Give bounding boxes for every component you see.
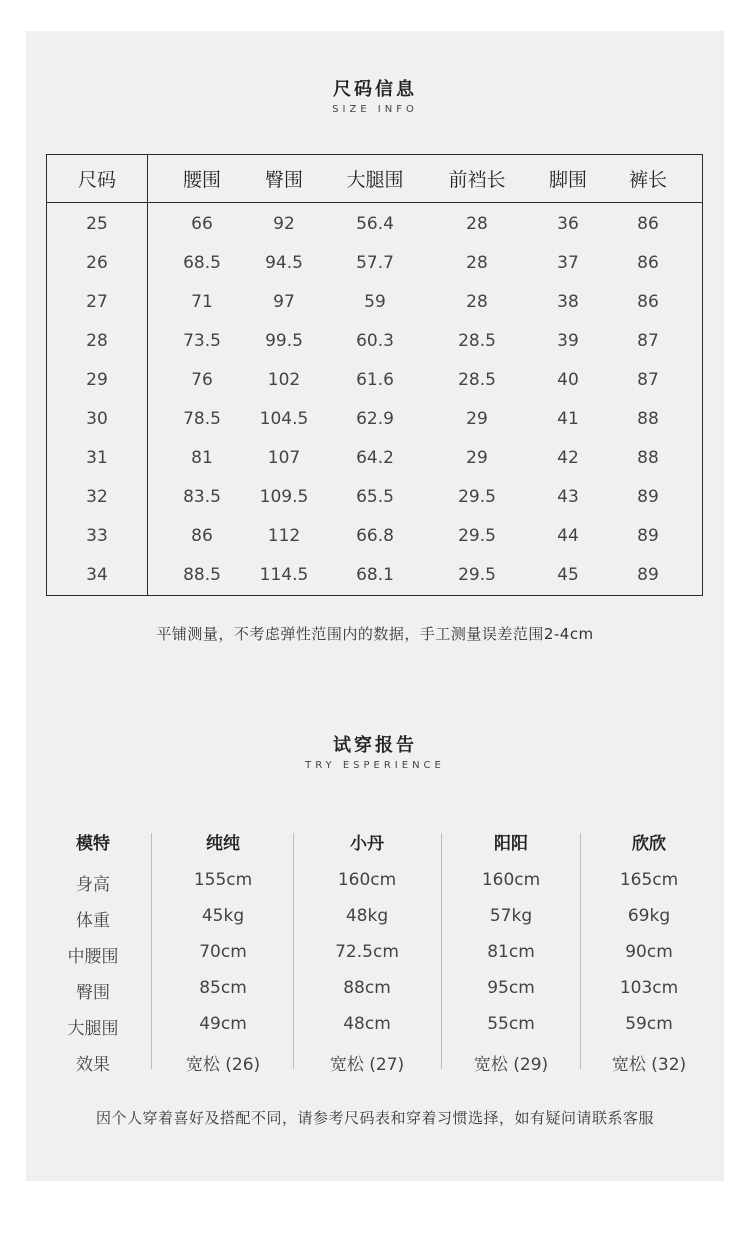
size-info-subtitle: SIZE INFO bbox=[332, 104, 418, 115]
size-table-cell: 86 bbox=[637, 214, 659, 234]
try-table-cell: 72.5cm bbox=[335, 942, 399, 962]
size-info-title: 尺码信息 bbox=[333, 79, 417, 100]
try-table-cell: 59cm bbox=[625, 1014, 673, 1034]
size-table-cell: 59 bbox=[364, 292, 386, 312]
try-table-cell: 宽松 (26) bbox=[185, 1055, 261, 1075]
size-table-cell: 71 bbox=[191, 292, 213, 312]
size-table-cell: 29.5 bbox=[458, 526, 496, 546]
size-table-cell: 27 bbox=[86, 292, 108, 312]
try-table-cell: 103cm bbox=[619, 978, 679, 998]
size-header-cell: 大腿围 bbox=[346, 169, 404, 191]
try-row-label: 臀围 bbox=[76, 983, 110, 1003]
try-table-cell: 宽松 (32) bbox=[611, 1055, 687, 1075]
size-header-cell: 裤长 bbox=[628, 169, 668, 191]
size-table-cell: 56.4 bbox=[356, 214, 394, 234]
try-header-cell: 纯纯 bbox=[206, 834, 240, 854]
size-table-cell: 102 bbox=[267, 370, 301, 390]
size-table-cell: 73.5 bbox=[183, 331, 221, 351]
size-table-cell: 92 bbox=[273, 214, 295, 234]
size-table-cell: 107 bbox=[267, 448, 301, 468]
size-table-cell: 81 bbox=[191, 448, 213, 468]
size-table bbox=[46, 154, 703, 596]
try-table-cell: 45kg bbox=[201, 906, 245, 926]
try-column-divider bbox=[580, 833, 581, 1069]
try-header-cell: 模特 bbox=[76, 834, 110, 854]
size-table-cell: 88.5 bbox=[183, 565, 221, 585]
try-table-cell: 49cm bbox=[199, 1014, 247, 1034]
size-table-cell: 78.5 bbox=[183, 409, 221, 429]
size-table-cell: 86 bbox=[191, 526, 213, 546]
size-table-cell: 83.5 bbox=[183, 487, 221, 507]
size-table-cell: 89 bbox=[637, 565, 659, 585]
size-table-cell: 31 bbox=[86, 448, 108, 468]
size-table-cell: 29.5 bbox=[458, 487, 496, 507]
try-row-label: 中腰围 bbox=[67, 947, 119, 967]
size-header-cell: 腰围 bbox=[182, 169, 222, 191]
size-table-column-divider bbox=[147, 155, 148, 595]
size-table-cell: 28 bbox=[466, 214, 488, 234]
try-table-cell: 85cm bbox=[199, 978, 247, 998]
try-report-subtitle: TRY ESPERIENCE bbox=[305, 760, 445, 771]
size-table-cell: 57.7 bbox=[356, 253, 394, 273]
size-table-cell: 28.5 bbox=[458, 331, 496, 351]
try-column-divider bbox=[151, 833, 152, 1069]
size-table-cell: 66.8 bbox=[356, 526, 394, 546]
try-table-cell: 95cm bbox=[487, 978, 535, 998]
size-header-cell: 脚围 bbox=[548, 169, 588, 191]
size-table-cell: 39 bbox=[557, 331, 579, 351]
try-table-cell: 90cm bbox=[625, 942, 673, 962]
size-table-cell: 45 bbox=[557, 565, 579, 585]
size-table-cell: 29 bbox=[466, 448, 488, 468]
size-table-cell: 43 bbox=[557, 487, 579, 507]
try-table-cell: 48cm bbox=[343, 1014, 391, 1034]
try-table-cell: 48kg bbox=[345, 906, 389, 926]
size-note: 平铺测量，不考虑弹性范围内的数据，手工测量误差范围2-4cm bbox=[156, 625, 594, 643]
size-table-header-divider bbox=[47, 202, 702, 203]
size-table-cell: 86 bbox=[637, 253, 659, 273]
size-table-cell: 66 bbox=[191, 214, 213, 234]
size-table-cell: 114.5 bbox=[259, 565, 309, 585]
try-table-cell: 55cm bbox=[487, 1014, 535, 1034]
size-table-cell: 42 bbox=[557, 448, 579, 468]
size-table-cell: 62.9 bbox=[356, 409, 394, 429]
size-table-cell: 112 bbox=[267, 526, 301, 546]
size-table-cell: 104.5 bbox=[259, 409, 309, 429]
size-header-cell: 尺码 bbox=[77, 169, 117, 191]
size-table-cell: 68.1 bbox=[356, 565, 394, 585]
size-table-cell: 87 bbox=[637, 370, 659, 390]
size-table-cell: 25 bbox=[86, 214, 108, 234]
try-row-label: 大腿围 bbox=[67, 1019, 119, 1039]
try-table-cell: 160cm bbox=[337, 870, 397, 890]
size-table-cell: 99.5 bbox=[265, 331, 303, 351]
size-table-cell: 44 bbox=[557, 526, 579, 546]
size-table-cell: 64.2 bbox=[356, 448, 394, 468]
size-table-cell: 87 bbox=[637, 331, 659, 351]
size-table-cell: 61.6 bbox=[356, 370, 394, 390]
try-header-cell: 欣欣 bbox=[632, 834, 666, 854]
size-table-cell: 26 bbox=[86, 253, 108, 273]
try-column-divider bbox=[293, 833, 294, 1069]
try-table-cell: 88cm bbox=[343, 978, 391, 998]
size-table-cell: 40 bbox=[557, 370, 579, 390]
size-table-cell: 28 bbox=[466, 253, 488, 273]
size-table-cell: 97 bbox=[273, 292, 295, 312]
size-table-cell: 94.5 bbox=[265, 253, 303, 273]
size-table-cell: 88 bbox=[637, 409, 659, 429]
try-table-cell: 宽松 (27) bbox=[329, 1055, 405, 1075]
size-table-cell: 34 bbox=[86, 565, 108, 585]
size-table-cell: 68.5 bbox=[183, 253, 221, 273]
try-table-cell: 宽松 (29) bbox=[473, 1055, 549, 1075]
size-table-cell: 28 bbox=[466, 292, 488, 312]
try-header-cell: 小丹 bbox=[350, 834, 384, 854]
try-note: 因个人穿着喜好及搭配不同，请参考尺码表和穿着习惯选择，如有疑问请联系客服 bbox=[95, 1109, 654, 1127]
size-table-cell: 36 bbox=[557, 214, 579, 234]
size-table-cell: 109.5 bbox=[259, 487, 309, 507]
size-table-cell: 60.3 bbox=[356, 331, 394, 351]
try-row-label: 身高 bbox=[76, 875, 110, 895]
size-header-cell: 前裆长 bbox=[448, 169, 506, 191]
size-table-cell: 32 bbox=[86, 487, 108, 507]
try-column-divider bbox=[441, 833, 442, 1069]
try-header-cell: 阳阳 bbox=[494, 834, 528, 854]
try-table-cell: 57kg bbox=[489, 906, 533, 926]
size-table-cell: 41 bbox=[557, 409, 579, 429]
size-table-cell: 33 bbox=[86, 526, 108, 546]
size-table-cell: 29 bbox=[466, 409, 488, 429]
size-header-cell: 臀围 bbox=[264, 169, 304, 191]
size-table-cell: 86 bbox=[637, 292, 659, 312]
try-table-cell: 160cm bbox=[481, 870, 541, 890]
size-table-cell: 30 bbox=[86, 409, 108, 429]
try-table-cell: 70cm bbox=[199, 942, 247, 962]
try-table-cell: 155cm bbox=[193, 870, 253, 890]
size-table-cell: 28.5 bbox=[458, 370, 496, 390]
try-table-cell: 81cm bbox=[487, 942, 535, 962]
size-table-cell: 89 bbox=[637, 487, 659, 507]
size-table-cell: 65.5 bbox=[356, 487, 394, 507]
try-row-label: 体重 bbox=[76, 911, 110, 931]
try-table-cell: 69kg bbox=[627, 906, 671, 926]
size-table-cell: 29 bbox=[86, 370, 108, 390]
size-table-cell: 89 bbox=[637, 526, 659, 546]
size-table-cell: 76 bbox=[191, 370, 213, 390]
size-table-cell: 29.5 bbox=[458, 565, 496, 585]
size-table-cell: 88 bbox=[637, 448, 659, 468]
size-table-cell: 28 bbox=[86, 331, 108, 351]
size-table-cell: 37 bbox=[557, 253, 579, 273]
size-table-cell: 38 bbox=[557, 292, 579, 312]
try-report-title: 试穿报告 bbox=[333, 735, 417, 756]
try-row-label: 效果 bbox=[76, 1055, 110, 1075]
try-table-cell: 165cm bbox=[619, 870, 679, 890]
